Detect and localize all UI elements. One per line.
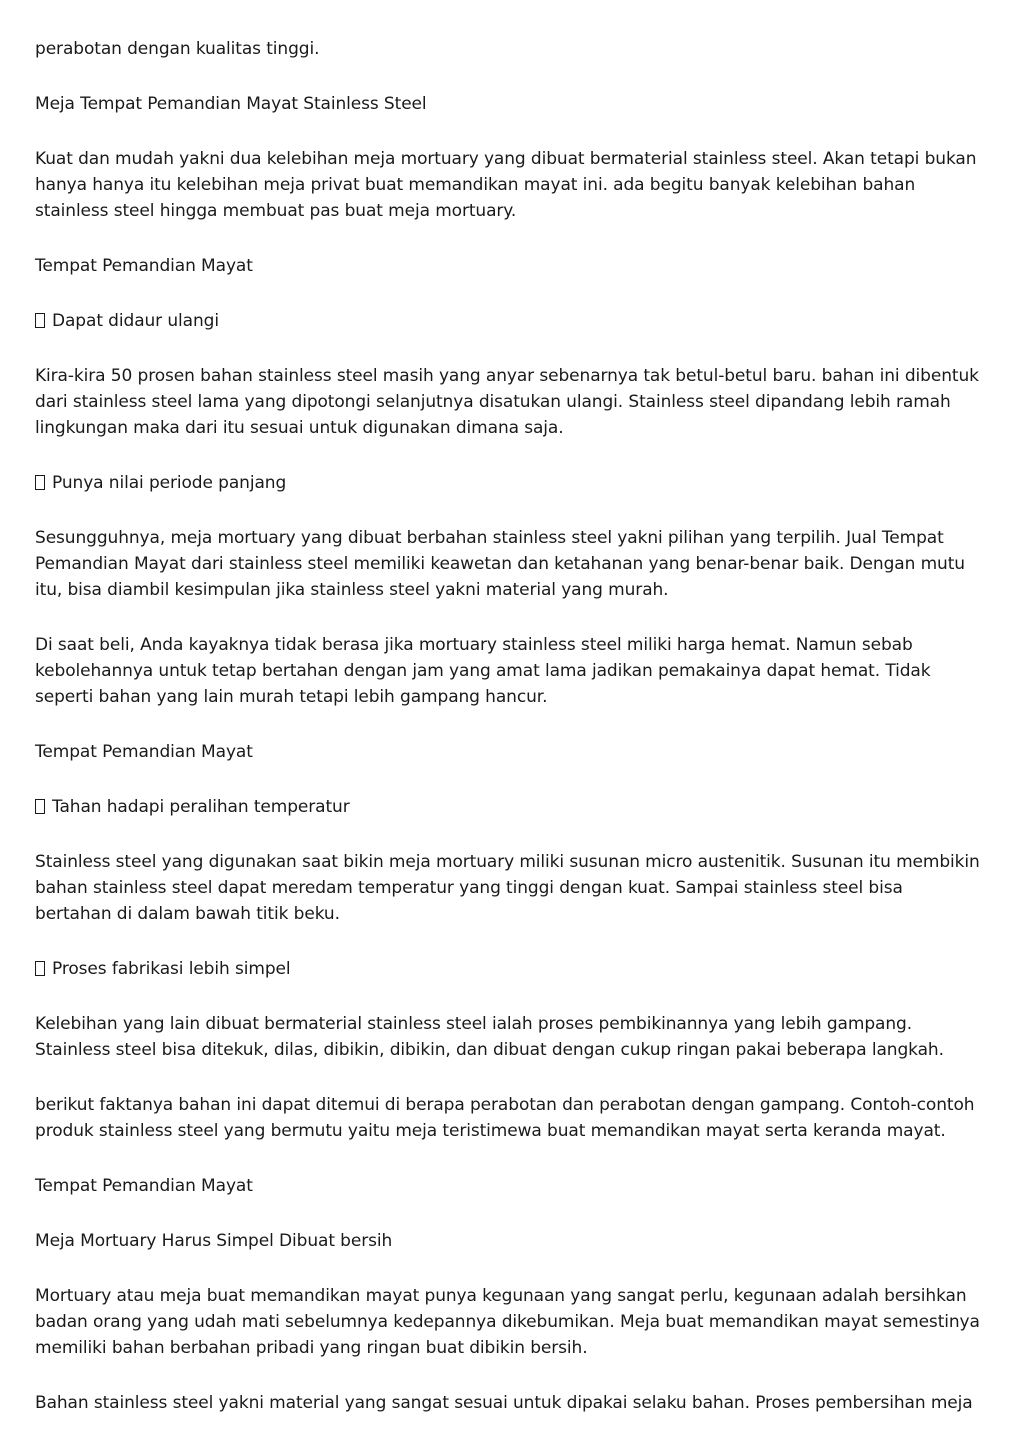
body-paragraph: Stainless steel yang digunakan saat bikin meja mortuary miliki susunan micro austenitik. Susunan itu membikin bahan stainless steel dapat meredam temperatur yang tinggi dengan kuat. Sampai stainless steel bisa bertahan di dalam bawah titik beku. <box>35 852 980 924</box>
section-heading: Tempat Pemandian Mayat <box>35 256 253 276</box>
missing-glyph-box-icon <box>35 475 45 490</box>
missing-glyph-box-icon <box>35 313 45 328</box>
bullet-item: Tahan hadapi peralihan temperatur <box>35 794 984 820</box>
body-paragraph: berikut faktanya bahan ini dapat ditemui di berapa perabotan dan perabotan dengan gampang. Contoh-contoh produk stainless steel yang bermutu yaitu meja teristimewa buat memandikan mayat serta keranda mayat. <box>35 1095 975 1141</box>
bullet-item: Proses fabrikasi lebih simpel <box>35 956 984 982</box>
body-paragraph: Kira-kira 50 prosen bahan stainless steel masih yang anyar sebenarnya tak betul-betul baru. bahan ini dibentuk dari stainless steel lama yang dipotongi selanjutnya disatukan ulangi. Stainless steel dipandang lebih ramah lingkungan maka dari itu sesuai untuk digunakan dimana saja. <box>35 366 979 438</box>
section-heading: Meja Mortuary Harus Simpel Dibuat bersih <box>35 1231 393 1251</box>
bullet-item: Punya nilai periode panjang <box>35 470 984 496</box>
paragraph-continuation: perabotan dengan kualitas tinggi. <box>35 39 320 59</box>
body-paragraph: Sesungguhnya, meja mortuary yang dibuat berbahan stainless steel yakni pilihan yang terpilih. Jual Tempat Pemandian Mayat dari stainless steel memiliki keawetan dan ketahanan yang benar-benar baik. Dengan mutu itu, bisa diambil kesimpulan jika stainless steel yakni material yang murah. <box>35 528 965 600</box>
body-paragraph: Kuat dan mudah yakni dua kelebihan meja mortuary yang dibuat bermaterial stainless steel. Akan tetapi bukan hanya hanya itu kelebihan meja privat buat memandikan mayat ini. ada begitu banyak kelebihan bahan stainless steel hingga membuat pas buat meja mortuary. <box>35 149 977 221</box>
section-heading: Tempat Pemandian Mayat <box>35 1176 253 1196</box>
missing-glyph-box-icon <box>35 799 45 814</box>
body-paragraph: Di saat beli, Anda kayaknya tidak berasa jika mortuary stainless steel miliki harga hemat. Namun sebab kebolehannya untuk tetap bertahan dengan jam yang amat lama jadikan pemakainya dapat hemat. Tidak seperti bahan yang lain murah tetapi lebih gampang hancur. <box>35 635 931 707</box>
body-paragraph: Mortuary atau meja buat memandikan mayat punya kegunaan yang sangat perlu, kegunaan adalah bersihkan badan orang yang udah mati sebelumnya kedepannya dikebumikan. Meja buat memandikan mayat semestinya memiliki bahan berbahan pribadi yang ringan buat dibikin bersih. <box>35 1286 980 1358</box>
section-heading: Meja Tempat Pemandian Mayat Stainless Steel <box>35 94 427 114</box>
body-paragraph-truncated: Bahan stainless steel yakni material yang sangat sesuai untuk dipakai selaku bahan. Proses pembersihan meja <box>35 1393 973 1413</box>
bullet-item: Dapat didaur ulangi <box>35 308 984 334</box>
missing-glyph-box-icon <box>35 961 45 976</box>
body-paragraph: Kelebihan yang lain dibuat bermaterial stainless steel ialah proses pembikinannya yang lebih gampang. Stainless steel bisa ditekuk, dilas, dibikin, dibikin, dan dibuat dengan cukup ringan pakai beberapa langkah. <box>35 1014 944 1060</box>
section-heading: Tempat Pemandian Mayat <box>35 742 253 762</box>
